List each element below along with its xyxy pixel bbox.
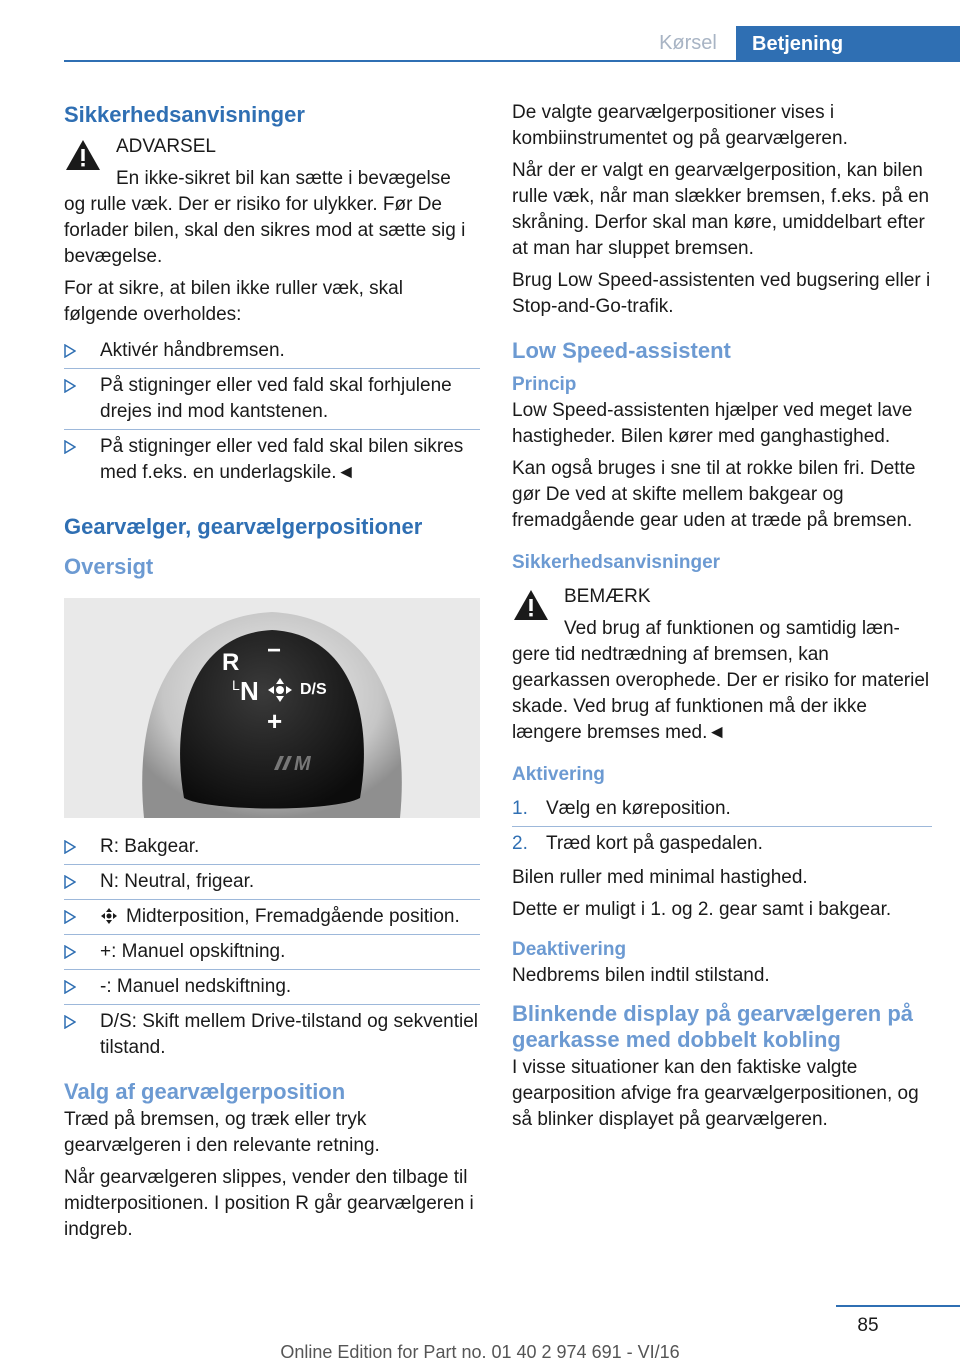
triangle-bullet-icon [64,875,76,889]
notice-text: gere tid nedtrædning af bremsen, kan gearkassen overophede. Der er risiko for materiel skade. Ved brug af funktionen må der ikke længere bremses med.◄ [512,644,930,743]
warning-triangle-icon [512,588,550,622]
triangle-bullet-icon [64,344,76,358]
figure-label-minus: − [267,637,282,664]
list-item [64,900,480,935]
activation-heading: Aktivering [512,764,605,785]
figure-label-n: N [240,676,259,706]
right-paragraph-2: Når der er valgt en gearvælgerposition, kan bilen rulle væk, når man slækker bremsen, f.eks. på en skråning. Derfor skal man køre, umiddelbart efter at man har sluppet bremsen. [512,160,930,259]
warning-title: ADVARSEL [116,136,216,157]
activation-text-1: Bilen ruller med minimal hastighed. [512,867,808,888]
figure-label-r: R [222,649,240,676]
safety-heading: Sikkerhedsanvisninger [64,102,305,127]
page-number: 85 [857,1315,879,1336]
step-number: 2. [512,833,528,854]
deactivation-text: Nedbrems bilen indtil stilstand. [512,965,770,986]
blink-text: I visse situationer kan den faktiske valgte gearposition afvige fra gearvælgerpositionen, og så blinker displayet på gearvælgeren. [512,1057,919,1130]
figure-label-l: L [232,677,240,693]
warning-block [64,134,480,192]
safety-bullet-list [64,334,480,490]
figure-label-ds: D/S [300,681,327,698]
warning-first-line: En ikke-sikret bil kan sætte i bevægelse [116,168,451,189]
bullet-text: På stigninger eller ved fald skal bilen sikres med f.eks. en underlagskile.◄ [100,436,464,483]
list-item [512,792,932,827]
bullet-text: D/S: Skift mellem Drive-tilstand og sekventiel tilstand. [100,1011,479,1058]
princip-heading: Princip [512,374,577,395]
bullet-text: N: Neutral, frigear. [100,871,255,892]
list-item [64,865,480,900]
list-item [64,369,480,430]
left-column [64,100,480,1249]
princip-text-1: Low Speed-assistenten hjælper ved meget lave hastigheder. Bilen kører med ganghastighed. [512,400,913,447]
notice-block [512,584,932,642]
activation-steps [512,792,932,861]
intro-text: For at sikre, at bilen ikke ruller væk, skal følgende overholdes: [64,278,403,325]
step-text: Træd kort på gaspedalen. [546,833,763,854]
triangle-bullet-icon [64,945,76,959]
activation-text-2: Dette er muligt i 1. og 2. gear samt i bakgear. [512,899,892,920]
gear-selector-heading: Gearvælger, gearvælgerpositioner [64,514,423,539]
warning-text: og rulle væk. Der er risiko for ulykker. Før De forlader bilen, skal den sikres mod at sætte sig i bevægelse. [64,194,466,267]
gear-position-list [64,830,480,1065]
list-item [64,430,480,490]
select-position-heading: Valg af gearvælgerposition [64,1079,346,1104]
tab-korsel[interactable]: Kørsel [640,26,736,60]
list-item [64,830,480,865]
low-speed-heading: Low Speed-assistent [512,338,731,363]
notice-title: BEMÆRK [564,586,651,607]
triangle-bullet-icon [64,840,76,854]
list-item [64,935,480,970]
footer-rule [836,1305,960,1307]
bullet-text: Aktivér håndbremsen. [100,340,285,361]
header-rule [64,60,960,62]
step-number: 1. [512,798,528,819]
bullet-text: På stigninger eller ved fald skal forhjulene drejes ind mod kantstenen. [100,375,452,422]
footer-edition-note: Online Edition for Part no. 01 40 2 974 691 - VI/16 [280,1342,680,1362]
list-item [64,334,480,369]
bullet-text: +: Manuel opskiftning. [100,941,286,962]
deactivation-heading: Deaktivering [512,939,627,960]
select-text-2: Når gearvælgeren slippes, vender den tilbage til midterpositionen. I position R går gearvælgeren i indgreb. [64,1167,474,1240]
list-item [512,827,932,861]
step-text: Vælg en køreposition. [546,798,731,819]
princip-text-2: Kan også bruges i sne til at rokke bilen fri. Dette gør De ved at skifte mellem bakgear og fremadgående gear uden at træde på bremsen. [512,458,916,531]
tab-betjening[interactable]: Betjening [736,26,960,62]
svg-text:M: M [294,753,311,775]
right-column [512,100,932,1139]
center-position-icon [100,907,118,925]
right-paragraph-3: Brug Low Speed-assistenten ved bugsering eller i Stop-and-Go-trafik. [512,270,931,317]
triangle-bullet-icon [64,910,76,924]
triangle-bullet-icon [64,1015,76,1029]
triangle-bullet-icon [64,980,76,994]
warning-triangle-icon [64,138,102,172]
gear-knob-illustration [64,598,480,818]
bullet-text: -: Manuel nedskiftning. [100,976,292,997]
figure-label-plus: + [267,706,283,736]
overview-heading: Oversigt [64,554,154,579]
triangle-bullet-icon [64,440,76,454]
list-item [64,1005,480,1065]
right-safety-heading: Sikkerhedsanvisninger [512,552,721,573]
bullet-text: R: Bakgear. [100,836,200,857]
right-paragraph-1: De valgte gearvælgerpositioner vises i kombiinstrumentet og på gearvælgeren. [512,102,848,149]
blink-heading: Blinkende display på gearvælgeren på gearkasse med dobbelt kobling [512,1001,914,1052]
notice-first-line: Ved brug af funktionen og samtidig læn- [564,618,900,639]
bullet-text: Midterposition, Fremadgående position. [126,906,460,927]
triangle-bullet-icon [64,379,76,393]
list-item [64,970,480,1005]
select-text-1: Træd på bremsen, og træk eller tryk gearvælgeren i den relevante retning. [64,1109,380,1156]
gear-selector-figure [64,598,480,818]
